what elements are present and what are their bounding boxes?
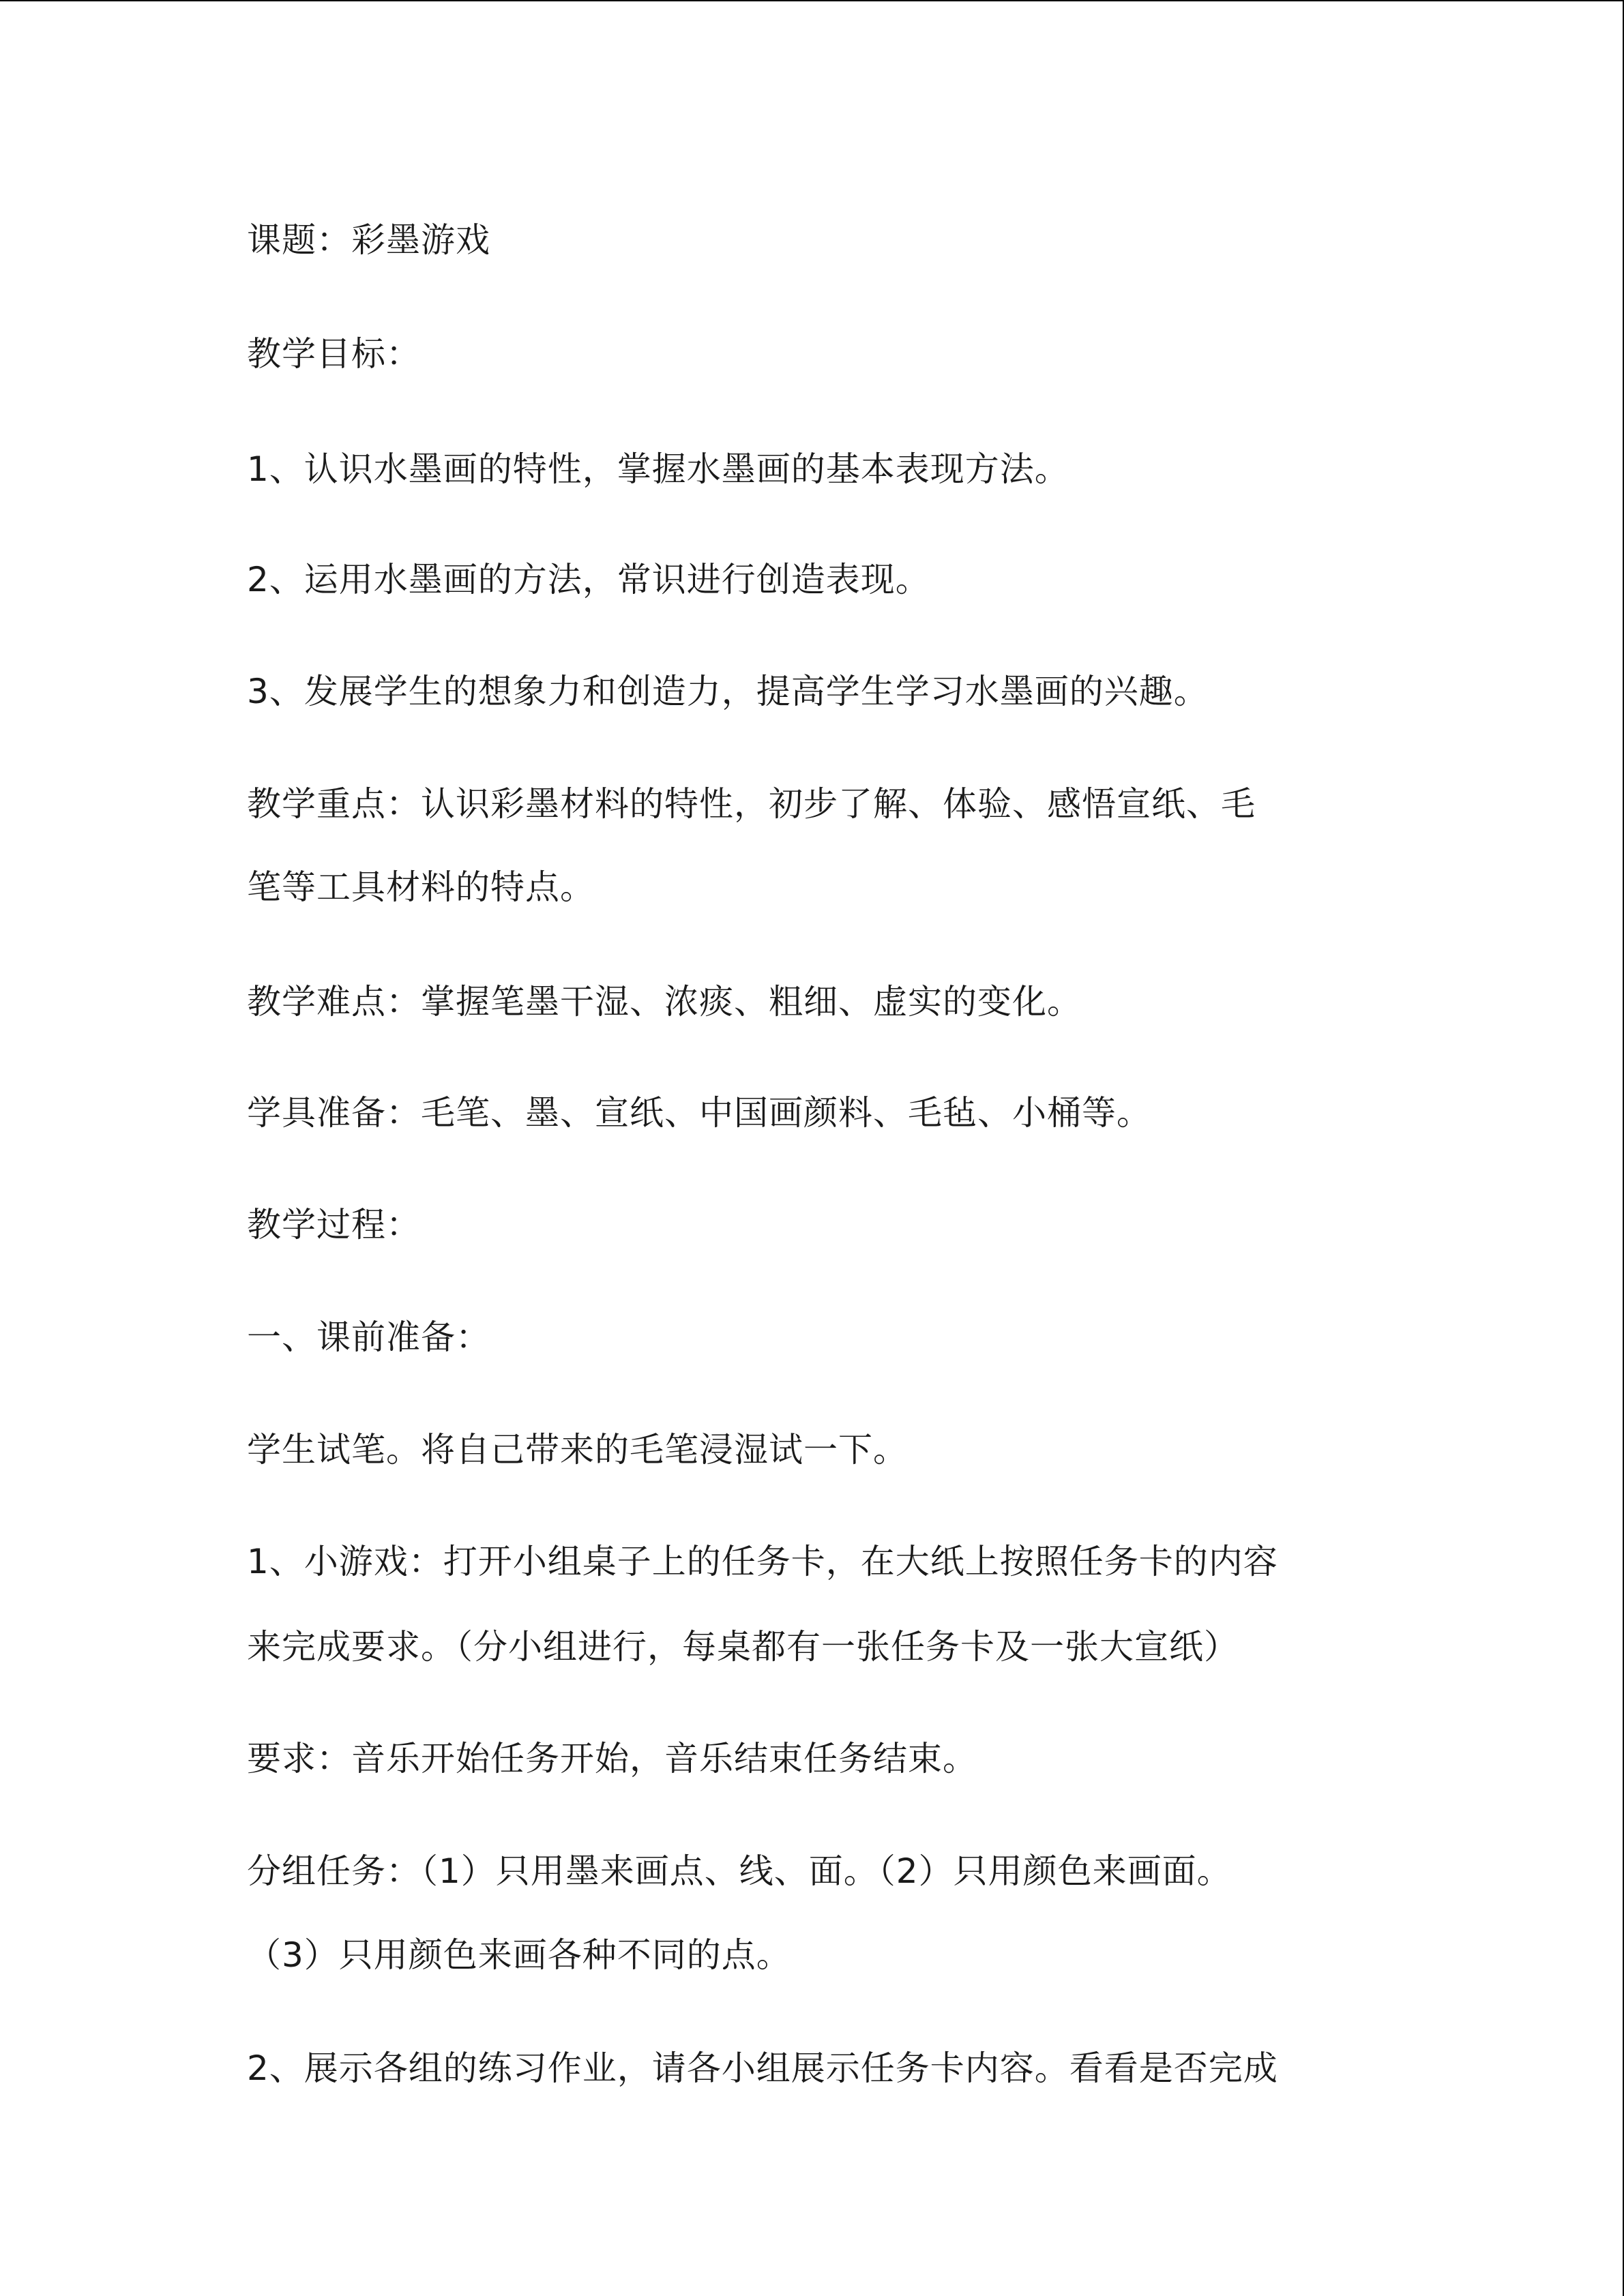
requirement-line: 要求：音乐开始任务开始，音乐结束任务结束。 [247, 1739, 977, 1778]
lesson-title: 课题：彩墨游戏 [247, 220, 490, 260]
prep-paragraph: 学生试笔。将自己带来的毛笔浸湿试一下。 [247, 1430, 908, 1470]
difficulties-line: 教学难点：掌握笔墨干湿、浓痰、粗细、虚实的变化。 [247, 982, 1082, 1022]
goal-item-3: 3、发展学生的想象力和创造力，提高学生学习水墨画的兴趣。 [247, 672, 1209, 711]
materials-line: 学具准备：毛笔、墨、宣纸、中国画颜料、毛毡、小桶等。 [247, 1093, 1151, 1133]
section-one-heading: 一、课前准备： [247, 1317, 490, 1357]
key-points-line-1: 教学重点：认识彩墨材料的特性，初步了解、体验、感悟宣纸、毛 [247, 784, 1256, 824]
activity-2-line-1: 2、展示各组的练习作业，请各小组展示任务卡内容。看看是否完成 [247, 2048, 1278, 2088]
group-tasks-line-1: 分组任务：（1）只用墨来画点、线、面。（2）只用颜色来画面。 [247, 1851, 1232, 1891]
goal-item-2: 2、运用水墨画的方法，常识进行创造表现。 [247, 560, 930, 599]
goal-item-1: 1、认识水墨画的特性，掌握水墨画的基本表现方法。 [247, 449, 1069, 489]
key-points-line-2: 笔等工具材料的特点。 [247, 867, 595, 907]
activity-1-line-1: 1、小游戏：打开小组桌子上的任务卡，在大纸上按照任务卡的内容 [247, 1542, 1278, 1581]
activity-1-line-2: 来完成要求。（分小组进行，每桌都有一张任务卡及一张大宣纸） [247, 1627, 1239, 1667]
group-tasks-line-2: （3）只用颜色来画各种不同的点。 [247, 1935, 791, 1975]
teaching-goals-heading: 教学目标： [247, 334, 421, 374]
process-heading: 教学过程： [247, 1205, 421, 1244]
